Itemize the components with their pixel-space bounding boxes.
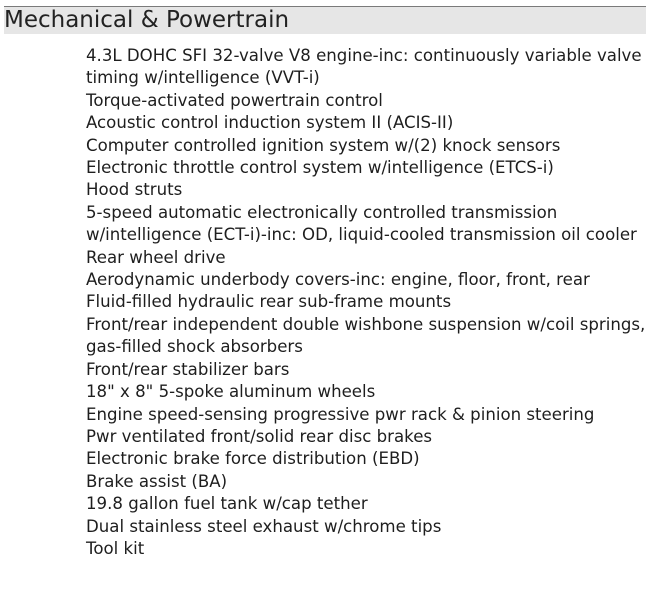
section-title: Mechanical & Powertrain xyxy=(4,7,290,33)
feature-item: Pwr ventilated front/solid rear disc brakes xyxy=(86,426,433,446)
feature-item: Dual stainless steel exhaust w/chrome tips xyxy=(86,516,442,536)
feature-item: Rear wheel drive xyxy=(86,247,226,267)
feature-item: Computer controlled ignition system w/(2) knock sensors xyxy=(86,135,561,155)
feature-item: Torque-activated powertrain control xyxy=(86,90,383,110)
feature-item: Acoustic control induction system II (ACIS-II) xyxy=(86,113,454,133)
feature-item: Front/rear stabilizer bars xyxy=(86,359,290,379)
feature-item: Tool kit xyxy=(86,538,145,558)
feature-item: Electronic brake force distribution (EBD) xyxy=(86,449,420,469)
feature-item: 18" x 8" 5-spoke aluminum wheels xyxy=(86,382,376,402)
feature-item: Hood struts xyxy=(86,180,183,200)
feature-item: Engine speed-sensing progressive pwr rack & pinion steering xyxy=(86,404,595,424)
feature-item: Front/rear independent double wishbone suspension w/coil springs, gas-filled shock absorbers xyxy=(86,314,646,357)
feature-item: 5-speed automatic electronically controlled transmission w/intelligence (ECT-i)-inc: OD, liquid-cooled transmission oil cooler xyxy=(86,202,637,245)
feature-item: Aerodynamic underbody covers-inc: engine, floor, front, rear xyxy=(86,270,590,290)
section-header xyxy=(4,6,646,34)
feature-item: Electronic throttle control system w/intelligence (ETCS-i) xyxy=(86,158,554,178)
feature-list xyxy=(86,45,646,560)
feature-item: 19.8 gallon fuel tank w/cap tether xyxy=(86,494,368,514)
feature-item: 4.3L DOHC SFI 32-valve V8 engine-inc: continuously variable valve timing w/intelligence (VVT-i) xyxy=(86,46,642,88)
feature-item: Fluid-filled hydraulic rear sub-frame mounts xyxy=(86,292,452,312)
feature-item: Brake assist (BA) xyxy=(86,471,228,491)
